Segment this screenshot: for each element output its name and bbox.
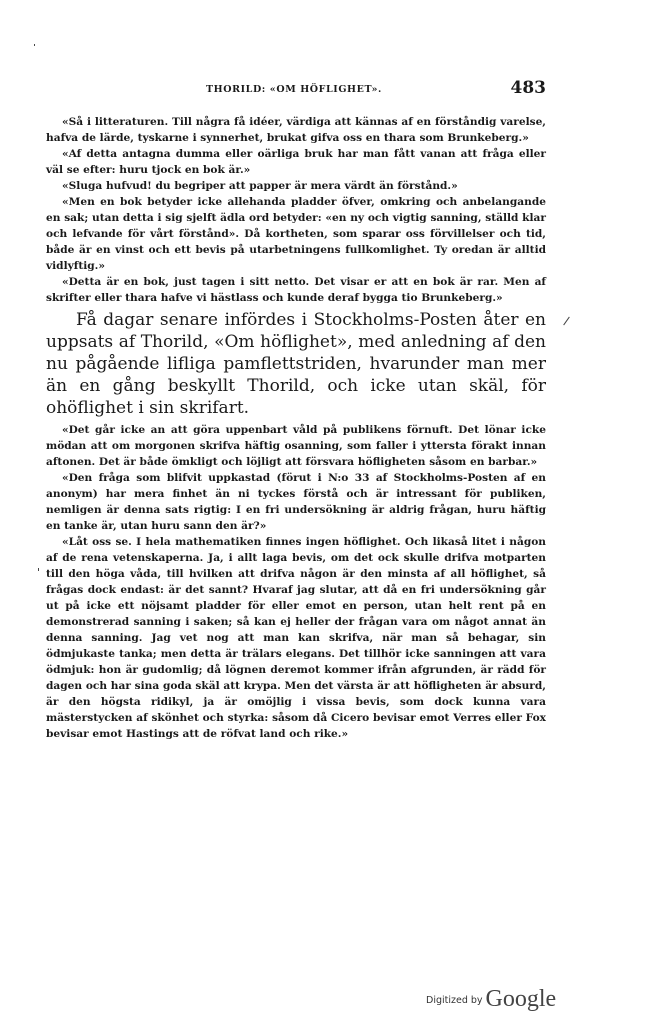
digitized-watermark <box>426 986 556 1013</box>
paragraph-4: «Men en bok betyder icke allehanda pladder öfver, omkring och anbelangande en sak; utan detta i sig sjelft ädla ord betyder: «en ny och vigtig sanning, ställd klar och lefvande för vårt förstånd». Då kortheten, som sparar oss förvillelser och tid, både är en vinst och ett bevis på utarbetningens fullkomlighet. Ty oredan är alltid vidlyftig.» <box>46 196 546 272</box>
google-logo: Google <box>485 986 557 1012</box>
running-head <box>46 78 546 102</box>
paragraph-5: «Detta är en bok, just tagen i sitt netto. Det visar er att en bok är rar. Men af skrifter eller thara hafve vi hästlass och kunde deraf bygga tio Brunkeberg.» <box>46 276 546 304</box>
paragraph-6-body: Få dagar senare infördes i Stockholms-Posten åter en uppsats af Thorild, «Om höflighet», med anledning af den nu pågående lifliga pamflettstriden, hvarunder man mer än en gång beskyllt Thorild, och icke utan skäl, för ohöflighet i sin skrifart. <box>46 310 546 418</box>
digitized-label: Digitized by <box>426 995 483 1006</box>
book-page <box>46 78 546 742</box>
body-text <box>46 114 546 742</box>
paragraph-8: «Den fråga som blifvit uppkastad (förut i N:o 33 af Stockholms-Posten af en anonym) har mera finhet än ni tyckes förstå och är intressant för publiken, nemligen är denna sats rigtig: I en fri undersökning är aldrig frågan, huru häftig en tanke är, utan huru sann den är?» <box>46 472 546 532</box>
margin-mark <box>563 317 570 326</box>
paragraph-9: «Låt oss se. I hela mathematiken finnes ingen höflighet. Och likaså litet i någon af de rena vetenskaperna. Ja, i allt laga bevis, om det ock skulle drifva motparten till den höga våda, till hvilken att drifva någon är den minsta af all höflighet, så frågas dock endast: är det sannt? Hvaraf jag slutar, att då en fri undersökning går ut på icke ett nöjsamt pladder för eller emot en person, utan helt rent på en demonstrerad sanning i saken; så kan ej heller der frågan vara om något annat än denna sanning. Jag vet nog att man kan skrifva, när man så behagar, sin ödmjukaste tanka; men detta är trälars elegans. Det tillhör icke sanningen att vara ödmjuk: hon är gudomlig; då lögnen deremot kommer ifrån afgrunden, är rädd för dagen och har sina goda skäl att krypa. Men det värsta är att höfligheten är absurd, är den högsta ridikyl, ja är omöjlig i vissa bevis, som dock kunna vara mästerstycken af skönhet och styrka: såsom då Cicero bevisar emot Verres eller Fox bevisar emot Hastings att de röfvat land och rike.» <box>46 536 546 740</box>
margin-dot <box>34 44 35 46</box>
margin-dot <box>38 568 39 571</box>
page-number: 483 <box>510 78 546 98</box>
paragraph-7: «Det går icke an att göra uppenbart våld på publikens förnuft. Det lönar icke mödan att om morgonen skrifva häftig osanning, som faller i yttersta förakt innan aftonen. Det är både ömkligt och löjligt att försvara höfligheten såsom en barbar.» <box>46 424 546 468</box>
running-title: THORILD: «OM HÖFLIGHET». <box>206 84 382 95</box>
paragraph-1: «Så i litteraturen. Till några få idéer, värdiga att kännas af en förståndig varelse, hafva de lärde, tyskarne i synnerhet, brukat gifva oss en thara som Brunkeberg.» <box>46 116 546 144</box>
paragraph-2: «Af detta antagna dumma eller oärliga bruk har man fått vanan att fråga eller väl se efter: huru tjock en bok är.» <box>46 148 546 176</box>
paragraph-3: «Sluga hufvud! du begriper att papper är mera värdt än förstånd.» <box>62 180 458 192</box>
